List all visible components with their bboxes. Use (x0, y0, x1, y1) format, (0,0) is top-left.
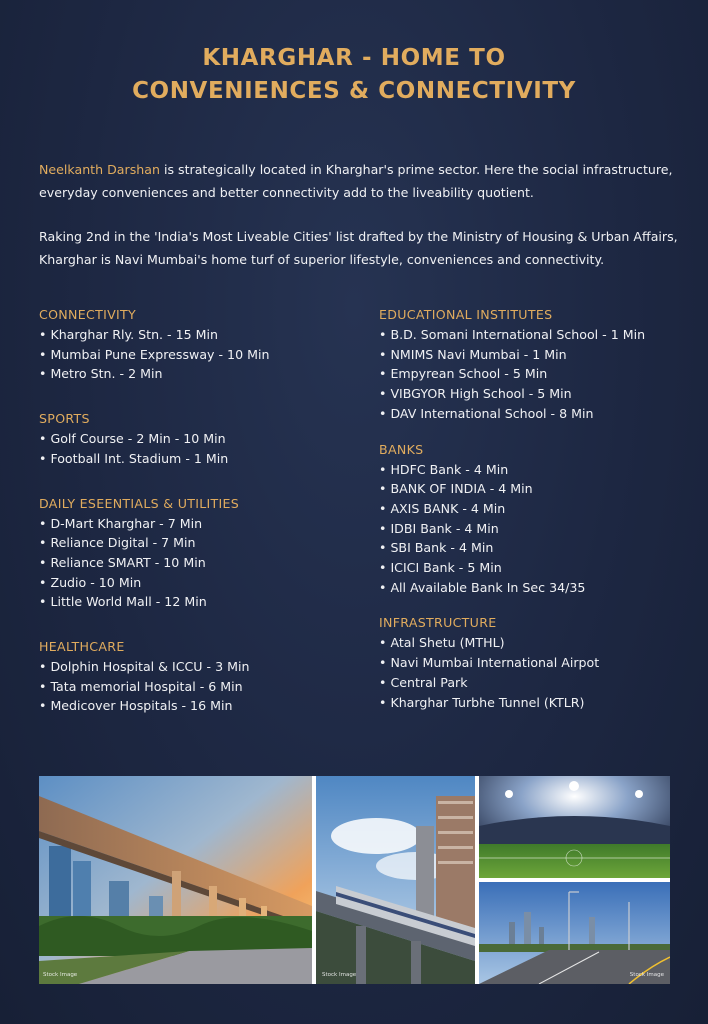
healthcare-list (39, 657, 359, 716)
section-title-banks: BANKS (379, 441, 424, 457)
intro-paragraph-2: Raking 2nd in the 'India's Most Liveable Cities' list drafted by the Ministry of Housing & Urban Affairs, Kharghar is Navi Mumbai's home turf of superior lifestyle, conveniences and connectivity. (39, 229, 678, 267)
healthcare-item: • Medicover Hospitals - 16 Min (39, 696, 359, 716)
metro-photo (316, 776, 475, 984)
section-healthcare (39, 637, 359, 716)
stock-image-label-2: Stock Image (322, 972, 357, 978)
infrastructure-item: • Atal Shetu (MTHL) (379, 633, 699, 653)
education-item: • NMIMS Navi Mumbai - 1 Min (379, 345, 699, 365)
daily-item: • D-Mart Kharghar - 7 Min (39, 514, 359, 534)
daily-item: • Little World Mall - 12 Min (39, 592, 359, 612)
banks-list (379, 460, 699, 598)
title-line-2: CONVENIENCES & CONNECTIVITY (132, 78, 576, 104)
right-column (379, 305, 699, 712)
stock-image-label-3: Stock Image (629, 972, 664, 978)
banks-item: • ICICI Bank - 5 Min (379, 558, 699, 578)
section-title-connectivity: CONNECTIVITY (39, 307, 137, 322)
flyover-photo (39, 776, 312, 984)
banks-item: • HDFC Bank - 4 Min (379, 460, 699, 480)
stadium-photo (479, 776, 670, 878)
section-banks (379, 440, 699, 598)
section-sports (39, 409, 359, 468)
section-infrastructure (379, 613, 699, 712)
banks-item: • All Available Bank In Sec 34/35 (379, 578, 699, 598)
left-column (39, 305, 359, 716)
title-line-1: KHARGHAR - HOME TO (202, 45, 506, 71)
infrastructure-item: • Kharghar Turbhe Tunnel (KTLR) (379, 693, 699, 713)
education-item: • DAV International School - 8 Min (379, 404, 699, 424)
section-title-infrastructure: INFRASTRUCTURE (379, 615, 497, 631)
education-list (379, 325, 699, 424)
sports-list (39, 429, 359, 468)
banks-item: • IDBI Bank - 4 Min (379, 519, 699, 539)
intro-paragraph-1-text: is strategically located in Kharghar's prime sector. Here the social infrastructure, everyday conveniences and better connectivity add to the liveability quotient. (39, 162, 673, 200)
section-title-sports: SPORTS (39, 411, 90, 427)
section-daily (39, 494, 359, 613)
banks-item: • AXIS BANK - 4 Min (379, 499, 699, 519)
connectivity-item: • Metro Stn. - 2 Min (39, 364, 359, 384)
section-connectivity (39, 305, 359, 384)
section-title-daily: DAILY ESEENTIALS & UTILITIES (39, 495, 240, 511)
sports-item: • Football Int. Stadium - 1 Min (39, 449, 359, 469)
section-title-healthcare: HEALTHCARE (39, 639, 125, 655)
daily-list (39, 514, 359, 613)
photo-collage (39, 776, 670, 984)
road-photo (479, 882, 670, 984)
infrastructure-list (379, 633, 699, 712)
healthcare-item: • Tata memorial Hospital - 6 Min (39, 677, 359, 697)
education-item: • VIBGYOR High School - 5 Min (379, 384, 699, 404)
section-title-education: EDUCATIONAL INSTITUTES (379, 307, 553, 322)
daily-item: • Reliance SMART - 10 Min (39, 553, 359, 573)
banks-item: • SBI Bank - 4 Min (379, 538, 699, 558)
intro-paragraph-1 (39, 158, 707, 204)
page-title (0, 42, 708, 108)
infrastructure-item: • Navi Mumbai International Airpot (379, 653, 699, 673)
sports-item: • Golf Course - 2 Min - 10 Min (39, 429, 359, 449)
education-item: • B.D. Somani International School - 1 Min (379, 325, 699, 345)
infrastructure-item: • Central Park (379, 673, 699, 693)
daily-item: • Reliance Digital - 7 Min (39, 533, 359, 553)
project-name: Neelkanth Darshan (39, 162, 160, 177)
healthcare-item: • Dolphin Hospital & ICCU - 3 Min (39, 657, 359, 677)
connectivity-item: • Kharghar Rly. Stn. - 15 Min (39, 325, 359, 345)
connectivity-item: • Mumbai Pune Expressway - 10 Min (39, 345, 359, 365)
intro-text (39, 158, 707, 271)
daily-item: • Zudio - 10 Min (39, 573, 359, 593)
banks-item: • BANK OF INDIA - 4 Min (379, 479, 699, 499)
education-item: • Empyrean School - 5 Min (379, 364, 699, 384)
stock-image-label: Stock Image (43, 972, 78, 978)
section-education (379, 305, 699, 424)
connectivity-list (39, 325, 359, 384)
